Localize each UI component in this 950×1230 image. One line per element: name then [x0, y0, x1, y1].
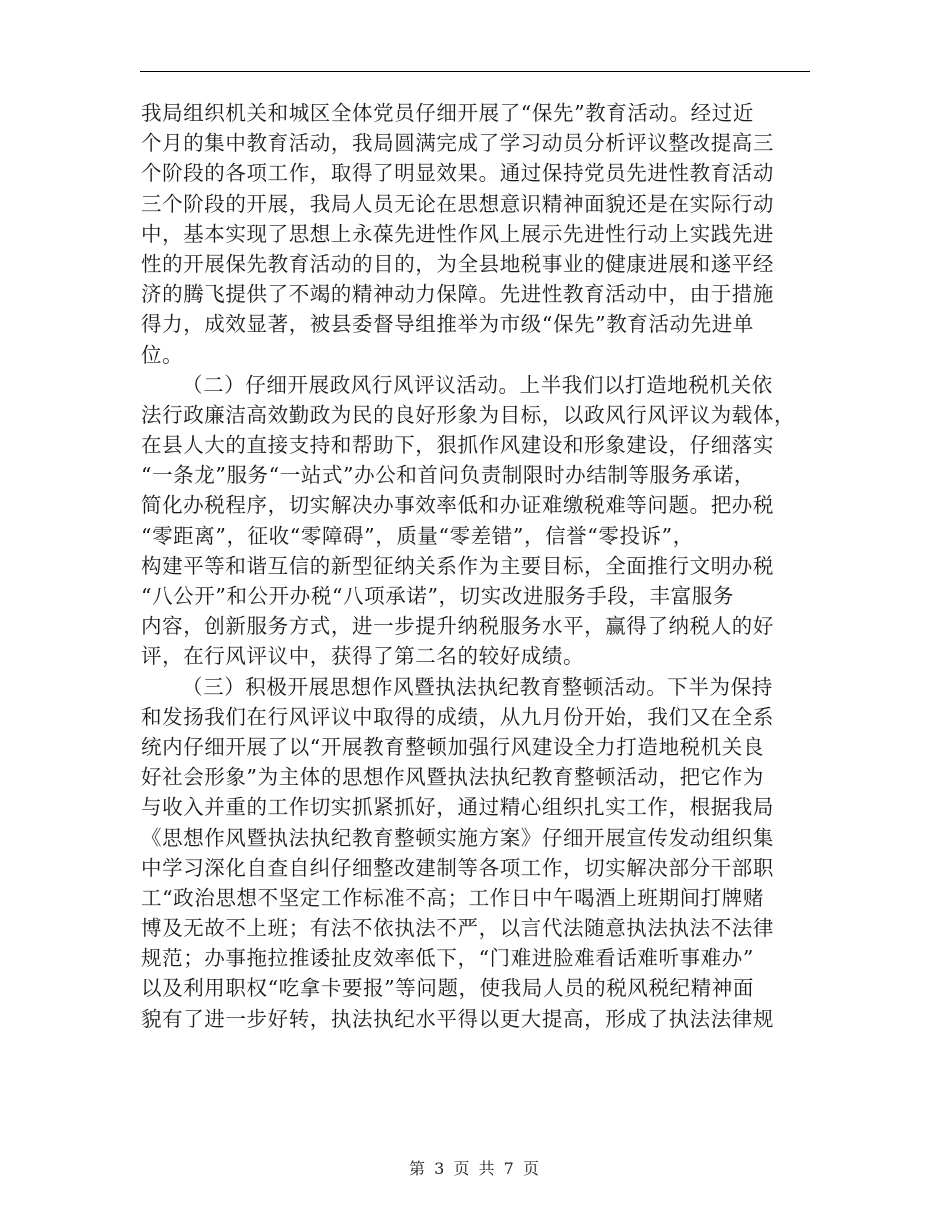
text-line: 在县人大的直接支持和帮助下，狠抓作风建设和形象建设，仔细落实 — [141, 433, 774, 458]
paragraph — [141, 98, 813, 370]
text-line: 中学习深化自查自纠仔细整改建制等各项工作，切实解决部分干部职 — [141, 855, 774, 880]
text-line: “一条龙”服务“一站式”办公和首问负责制限时办结制等服务承诺， — [141, 463, 756, 488]
footer-prefix: 第 — [409, 1159, 428, 1178]
footer-current-page: 3 — [434, 1159, 447, 1178]
header-rule — [140, 71, 810, 72]
text-line: （三）积极开展思想作风暨执法执纪教育整顿活动。下半为保持 — [182, 674, 773, 699]
text-line: 和发扬我们在行风评议中取得的成绩，从九月份开始，我们又在全系 — [141, 704, 774, 729]
footer-page-word: 页 — [453, 1159, 472, 1178]
text-line: 规范；办事拖拉推诿扯皮效率低下，“门难进脸难看话难听事难办” — [141, 946, 754, 971]
page-footer — [0, 1156, 950, 1179]
text-line: 个月的集中教育活动，我局圆满完成了学习动员分析评议整改提高三 — [141, 131, 774, 156]
text-line: 博及无故不上班；有法不依执法不严，以言代法随意执法执法不法律 — [141, 916, 774, 941]
text-line: 个阶段的各项工作，取得了明显效果。通过保持党员先进性教育活动 — [141, 161, 774, 186]
text-line: 构建平等和谐互信的新型征纳关系作为主要目标，全面推行文明办税 — [141, 553, 774, 578]
text-line: 以及利用职权“吃拿卡要报”等问题，使我局人员的税风税纪精神面 — [141, 976, 754, 1001]
text-line: 工“政治思想不坚定工作标准不高；工作日中午喝酒上班期间打牌赌 — [141, 885, 764, 910]
text-line: 好社会形象”为主体的思想作风暨执法执纪教育整顿活动，把它作为 — [141, 765, 764, 790]
footer-suffix: 页 — [522, 1159, 541, 1178]
text-line: 位。 — [141, 342, 184, 367]
text-line: 《思想作风暨执法执纪教育整顿实施方案》仔细开展宣传发动组织集 — [141, 825, 774, 850]
text-line: “八公开”和公开办税“八项承诺”，切实改进服务手段，丰富服务 — [141, 584, 734, 608]
text-line: 我局组织机关和城区全体党员仔细开展了“保先”教育活动。经过近 — [141, 101, 754, 125]
paragraph — [141, 370, 813, 672]
text-line: 得力，成效显著，被县委督导组推举为市级“保先”教育活动先进单 — [141, 312, 754, 337]
text-line: “零距离”，征收“零障碍”，质量“零差错”，信誉“零投诉”， — [141, 523, 694, 548]
text-line: 内容，创新服务方式，进一步提升纳税服务水平，赢得了纳税人的好 — [141, 614, 774, 639]
text-line: （二）仔细开展政风行风评议活动。上半我们以打造地税机关依 — [182, 372, 773, 397]
text-line: 统内仔细开展了以“开展教育整顿加强行风建设全力打造地税机关良 — [141, 734, 764, 759]
text-line: 貌有了进一步好转，执法执纪水平得以更大提高，形成了执法法律规 — [141, 1006, 774, 1031]
footer-total-pages: 7 — [503, 1159, 516, 1178]
text-line: 济的腾飞提供了不竭的精神动力保障。先进性教育活动中，由于措施 — [141, 282, 774, 307]
text-line: 三个阶段的开展，我局人员无论在思想意识精神面貌还是在实际行动 — [141, 191, 774, 216]
text-line: 性的开展保先教育活动的目的，为全县地税事业的健康进展和遂平经 — [141, 251, 774, 276]
text-line: 与收入并重的工作切实抓紧抓好，通过精心组织扎实工作，根据我局 — [141, 795, 774, 820]
text-line: 中，基本实现了思想上永葆先进性作风上展示先进性行动上实践先进 — [141, 221, 774, 246]
text-line: 法行政廉洁高效勤政为民的良好形象为目标，以政风行风评议为载体， — [141, 402, 796, 427]
text-line: 评，在行风评议中，获得了第二名的较好成绩。 — [141, 644, 585, 669]
footer-total-word: 共 — [478, 1159, 497, 1178]
body-text — [141, 98, 813, 1034]
paragraph — [141, 672, 813, 1034]
text-line: 简化办税程序，切实解决办事效率低和办证难缴税难等问题。把办税 — [141, 493, 774, 518]
